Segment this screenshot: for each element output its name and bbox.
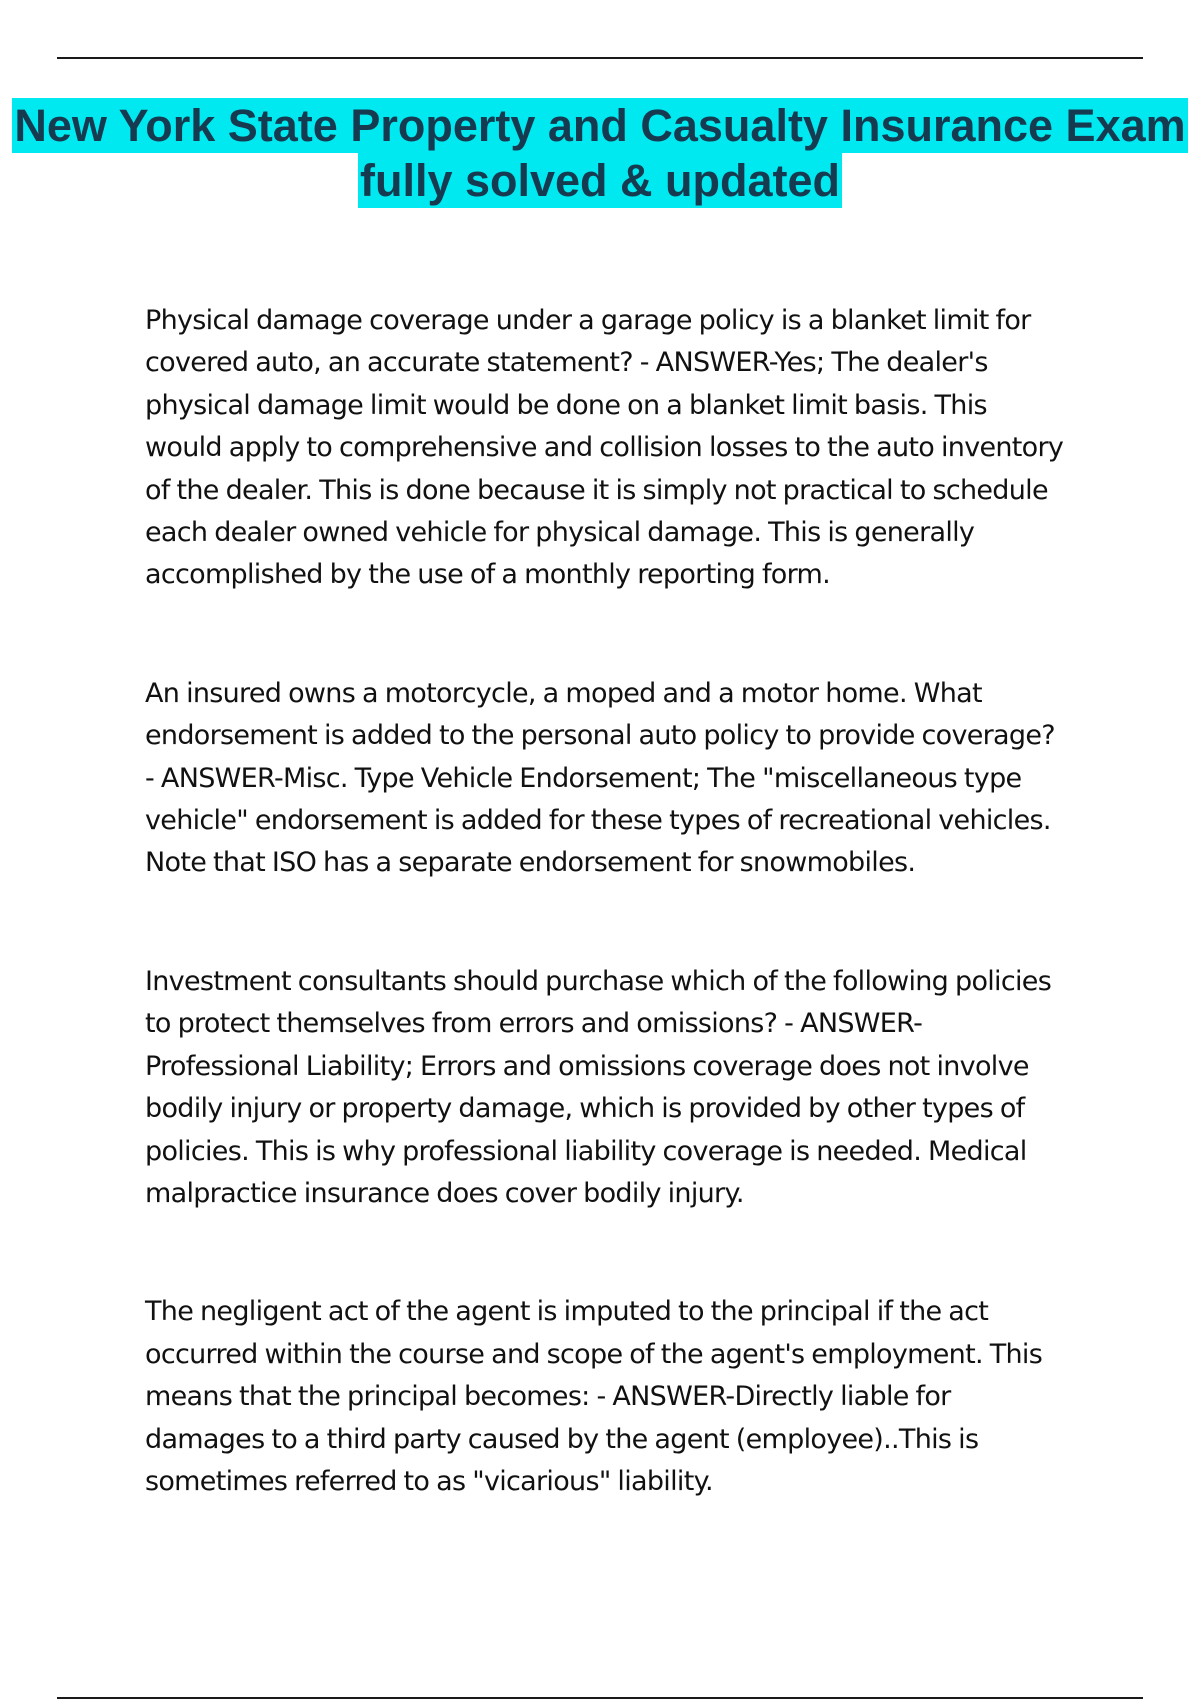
- title-block: [0, 98, 1200, 208]
- qa-item: Investment consultants should purchase which of the following policies to protect themselves from errors and omissions? - ANSWER-Professional Liability; Errors and omissions coverage does not involve bodily injury or property damage, which is provided by other types of policies. This is why professional liability coverage is needed. Medical malpractice insurance does cover bodily injury.: [145, 965, 1052, 1209]
- qa-item: An insured owns a motorcycle, a moped and a motor home. What endorsement is added to the personal auto policy to provide coverage? - ANSWER-Misc. Type Vehicle Endorsement; The "miscellaneous type vehicle" endorsement is added for these types of recreational vehicles. Note that ISO has a separate endorsement for snowmobiles.: [145, 677, 1055, 879]
- bottom-divider: [57, 1697, 1143, 1699]
- qa-item: Physical damage coverage under a garage policy is a blanket limit for covered auto, an accurate statement? - ANSWER-Yes; The dealer's physical damage limit would be done on a blanket limit basis. This would apply to comprehensive and collision losses to the auto inventory of the dealer. This is done because it is simply not practical to schedule each dealer owned vehicle for physical damage. This is generally accomplished by the use of a monthly reporting form.: [145, 305, 1064, 591]
- qa-item: The negligent act of the agent is imputed to the principal if the act occurred within the course and scope of the agent's employment. This means that the principal becomes: - ANSWER-Directly liable for damages to a third party caused by the agent (employee)..This is sometimes referred to as "vicarious" liability.: [145, 1296, 1043, 1497]
- qa-list: [145, 300, 1065, 1579]
- page-title: New York State Property and Casualty Insurance Exam fully solved & updated: [14, 100, 1186, 206]
- top-divider: [57, 57, 1143, 59]
